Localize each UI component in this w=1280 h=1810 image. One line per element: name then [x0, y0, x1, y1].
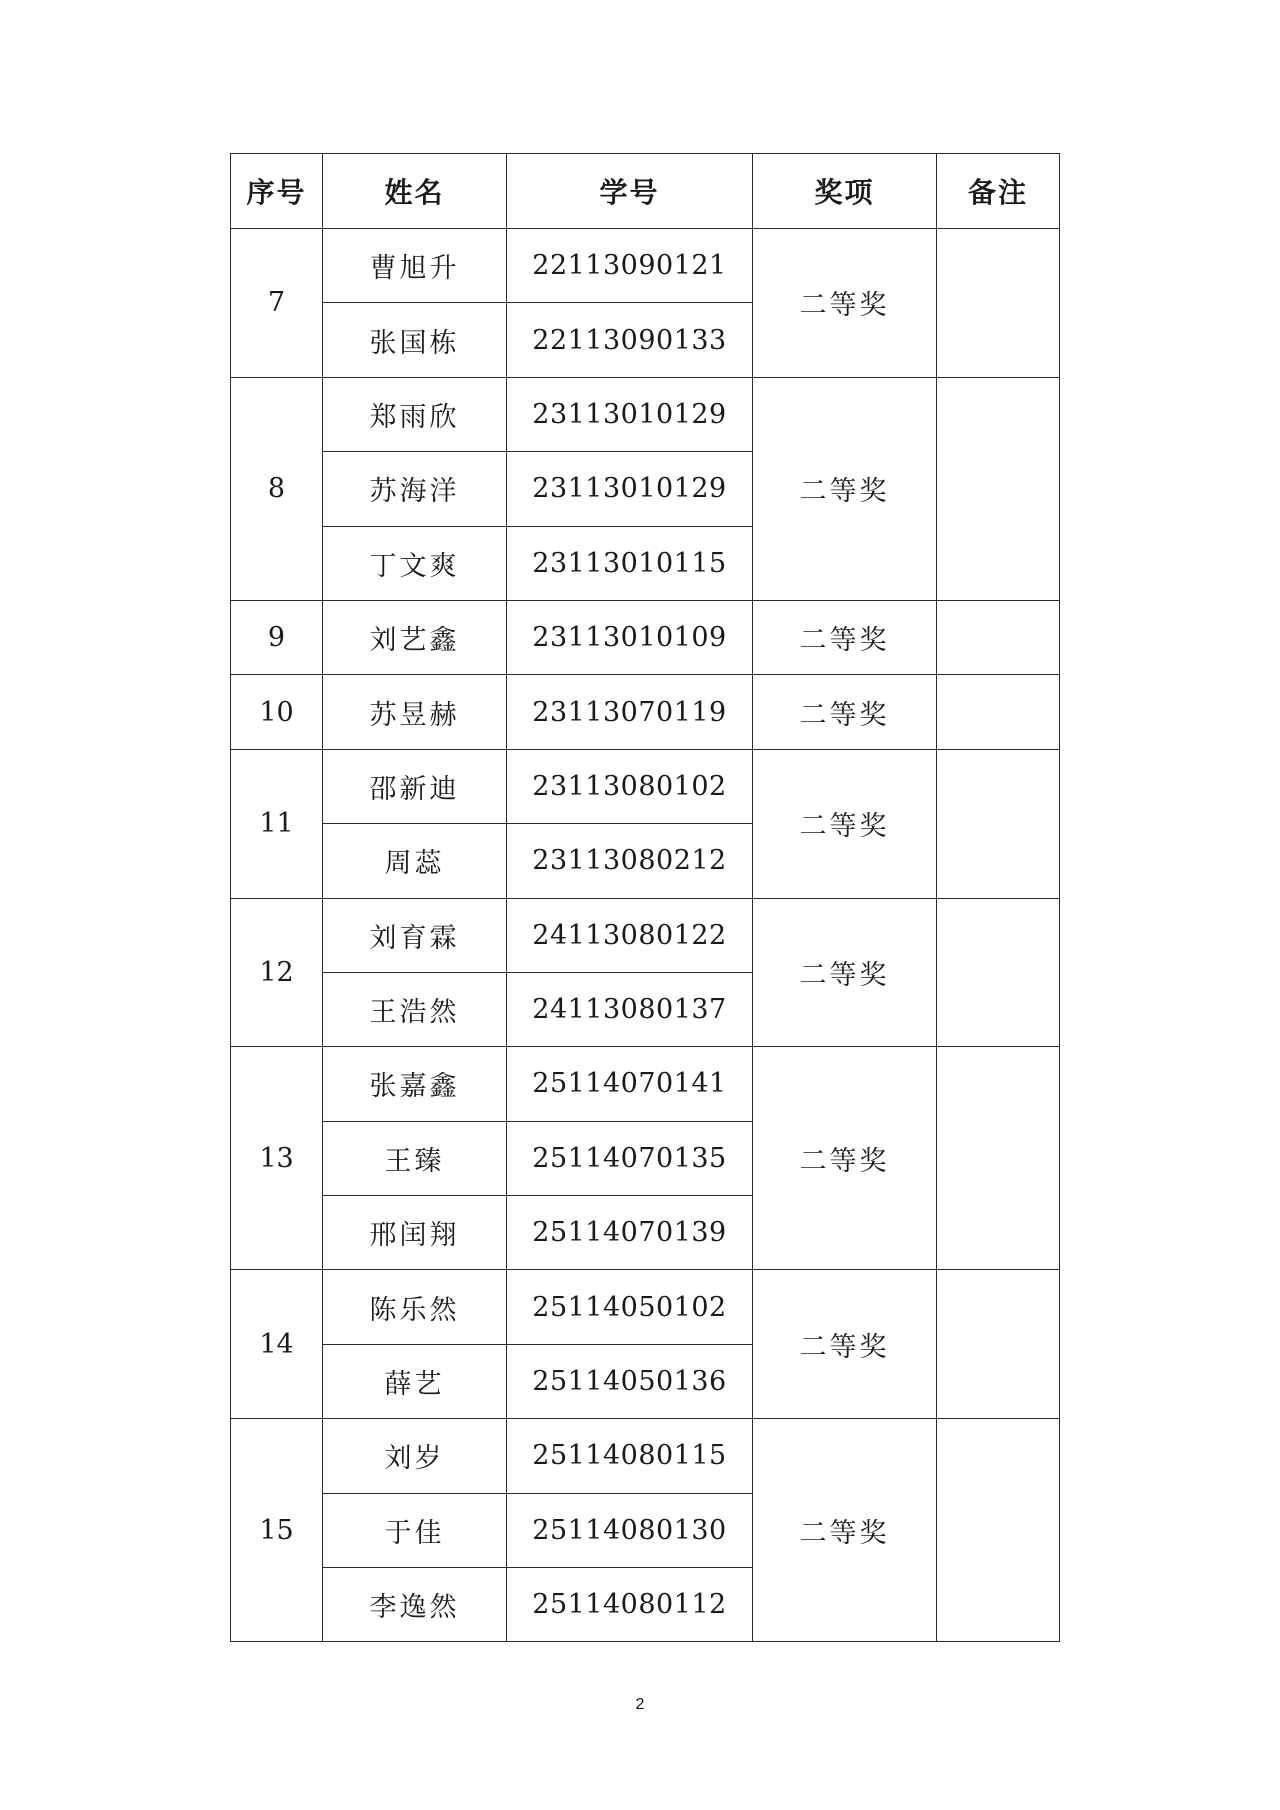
name-cell: 邢闰翔 — [323, 1196, 507, 1270]
student-id-cell: 24113080122 — [507, 898, 753, 972]
name-cell: 于佳 — [323, 1493, 507, 1567]
table-header-row — [231, 154, 1060, 229]
name-cell: 李逸然 — [323, 1568, 507, 1642]
student-id-cell: 23113070119 — [507, 675, 753, 749]
header-serial: 序号 — [231, 154, 323, 229]
name-cell: 张嘉鑫 — [323, 1047, 507, 1121]
student-id-cell: 23113080212 — [507, 824, 753, 898]
table-row — [231, 600, 1060, 674]
remark-cell — [937, 675, 1060, 749]
remark-cell — [937, 229, 1060, 378]
name-cell: 刘艺鑫 — [323, 600, 507, 674]
student-id-cell: 25114070139 — [507, 1196, 753, 1270]
table-row — [231, 1419, 1060, 1493]
student-id-cell: 25114050136 — [507, 1344, 753, 1418]
table-row — [231, 229, 1060, 303]
award-cell: 二等奖 — [753, 1419, 937, 1642]
header-award: 奖项 — [753, 154, 937, 229]
award-cell: 二等奖 — [753, 675, 937, 749]
table-row — [231, 749, 1060, 823]
name-cell: 周蕊 — [323, 824, 507, 898]
name-cell: 薛艺 — [323, 1344, 507, 1418]
remark-cell — [937, 1419, 1060, 1642]
serial-cell: 14 — [231, 1270, 323, 1419]
student-id-cell: 22113090121 — [507, 229, 753, 303]
table-row — [231, 1047, 1060, 1121]
table-row — [231, 675, 1060, 749]
serial-cell: 8 — [231, 377, 323, 600]
name-cell: 陈乐然 — [323, 1270, 507, 1344]
student-id-cell: 25114080130 — [507, 1493, 753, 1567]
award-cell: 二等奖 — [753, 600, 937, 674]
header-student-id: 学号 — [507, 154, 753, 229]
name-cell: 王浩然 — [323, 972, 507, 1046]
name-cell: 苏昱赫 — [323, 675, 507, 749]
award-cell: 二等奖 — [753, 1047, 937, 1270]
name-cell: 郑雨欣 — [323, 377, 507, 451]
award-cell: 二等奖 — [753, 229, 937, 378]
serial-cell: 11 — [231, 749, 323, 898]
award-cell: 二等奖 — [753, 898, 937, 1047]
table-row — [231, 1270, 1060, 1344]
serial-cell: 9 — [231, 600, 323, 674]
name-cell: 刘育霖 — [323, 898, 507, 972]
serial-cell: 15 — [231, 1419, 323, 1642]
name-cell: 苏海洋 — [323, 452, 507, 526]
student-id-cell: 23113010129 — [507, 452, 753, 526]
student-id-cell: 24113080137 — [507, 972, 753, 1046]
student-id-cell: 25114070141 — [507, 1047, 753, 1121]
page-number: 2 — [635, 1696, 645, 1713]
remark-cell — [937, 1047, 1060, 1270]
name-cell: 邵新迪 — [323, 749, 507, 823]
student-id-cell: 23113080102 — [507, 749, 753, 823]
student-id-cell: 25114080115 — [507, 1419, 753, 1493]
student-id-cell: 25114070135 — [507, 1121, 753, 1195]
name-cell: 王臻 — [323, 1121, 507, 1195]
remark-cell — [937, 600, 1060, 674]
student-id-cell: 23113010115 — [507, 526, 753, 600]
student-id-cell: 22113090133 — [507, 303, 753, 377]
name-cell: 刘岁 — [323, 1419, 507, 1493]
name-cell: 丁文爽 — [323, 526, 507, 600]
student-id-cell: 25114080112 — [507, 1568, 753, 1642]
name-cell: 张国栋 — [323, 303, 507, 377]
student-id-cell: 25114050102 — [507, 1270, 753, 1344]
name-cell: 曹旭升 — [323, 229, 507, 303]
serial-cell: 12 — [231, 898, 323, 1047]
remark-cell — [937, 377, 1060, 600]
table-row — [231, 377, 1060, 451]
header-name: 姓名 — [323, 154, 507, 229]
award-cell: 二等奖 — [753, 1270, 937, 1419]
student-id-cell: 23113010129 — [507, 377, 753, 451]
header-remark: 备注 — [937, 154, 1060, 229]
remark-cell — [937, 898, 1060, 1047]
award-cell: 二等奖 — [753, 749, 937, 898]
remark-cell — [937, 1270, 1060, 1419]
serial-cell: 13 — [231, 1047, 323, 1270]
remark-cell — [937, 749, 1060, 898]
award-table — [230, 153, 1060, 1642]
table-body — [231, 229, 1060, 1642]
award-cell: 二等奖 — [753, 377, 937, 600]
student-id-cell: 23113010109 — [507, 600, 753, 674]
table-row — [231, 898, 1060, 972]
serial-cell: 10 — [231, 675, 323, 749]
serial-cell: 7 — [231, 229, 323, 378]
